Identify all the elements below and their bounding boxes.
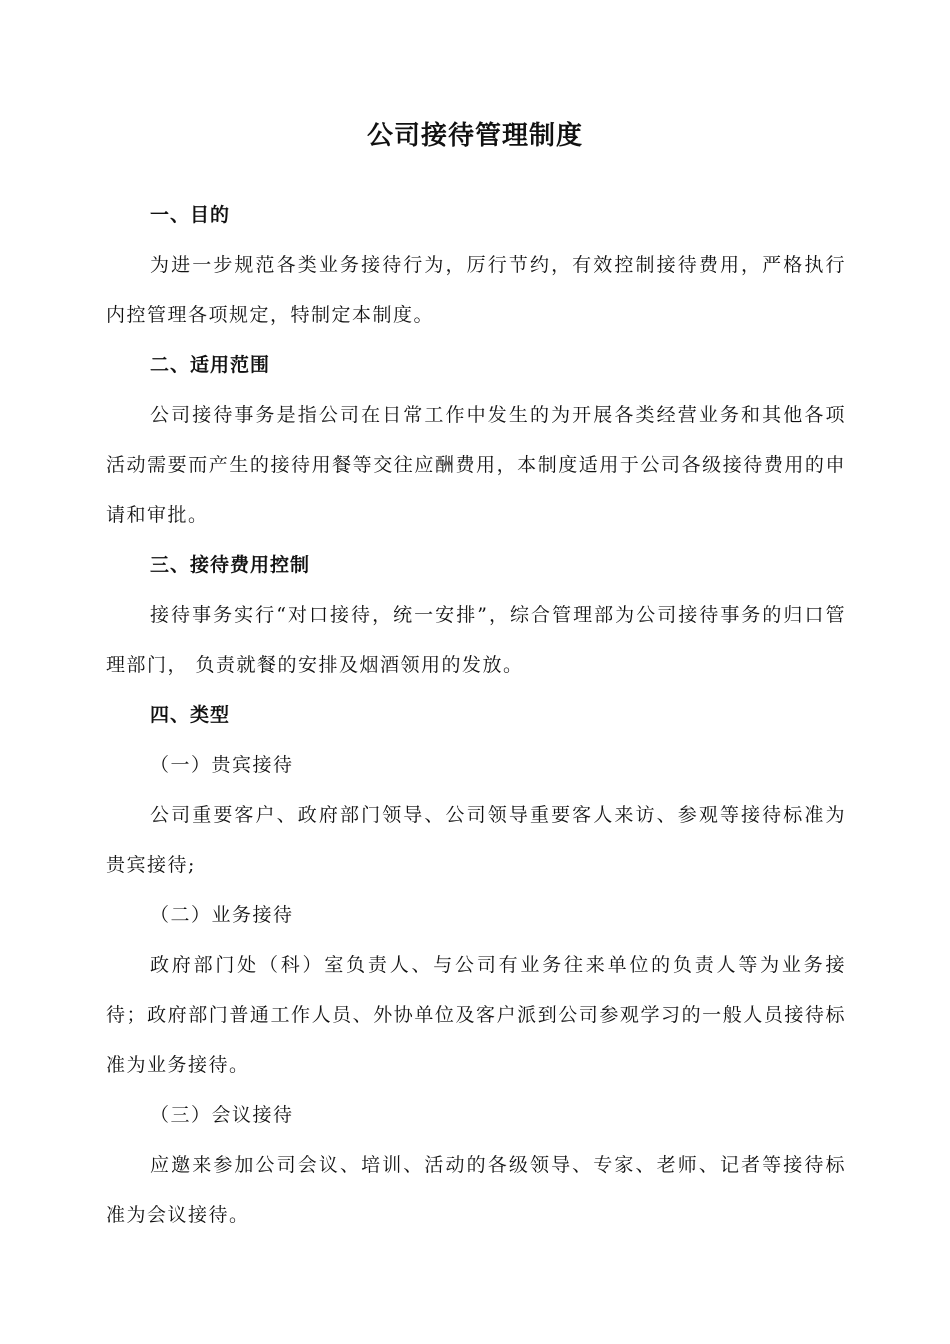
- type-label-meeting: （三）会议接待: [150, 1104, 294, 1126]
- section-paragraph: 公司接待事务是指公司在日常工作中发生的为开展各类经营业务和其他各项活动需要而产生的接待用餐等交往应酬费用，本制度适用于公司各级接待费用的申请和审批。: [106, 404, 846, 526]
- document-body: [106, 190, 846, 1240]
- type-paragraph-business: 政府部门处（科）室负责人、与公司有业务往来单位的负责人等为业务接待；政府部门普通工作人员、外协单位及客户派到公司参观学习的一般人员接待标准为业务接待。: [106, 954, 846, 1076]
- section-paragraph: 接待事务实行“对口接待，统一安排”，综合管理部为公司接待事务的归口管理部门， 负责就餐的安排及烟酒领用的发放。: [106, 604, 846, 676]
- section-purpose: [106, 190, 846, 340]
- section-paragraph: 为进一步规范各类业务接待行为，厉行节约，有效控制接待费用，严格执行内控管理各项规定，特制定本制度。: [106, 254, 846, 326]
- section-types: [106, 690, 846, 1240]
- document-title: 公司接待管理制度: [366, 121, 583, 151]
- section-heading: 三、接待费用控制: [150, 554, 311, 576]
- type-label-business: （二）业务接待: [150, 904, 294, 926]
- type-paragraph-vip: 公司重要客户、政府部门领导、公司领导重要客人来访、参观等接待标准为贵宾接待;: [106, 804, 846, 876]
- type-label-vip: （一）贵宾接待: [150, 754, 294, 776]
- type-paragraph-meeting: 应邀来参加公司会议、培训、活动的各级领导、专家、老师、记者等接待标准为会议接待。: [106, 1154, 846, 1226]
- section-scope: [106, 340, 846, 540]
- section-heading: 四、类型: [150, 704, 231, 726]
- section-cost-control: [106, 540, 846, 690]
- section-heading: 一、目的: [150, 204, 231, 226]
- section-heading: 二、适用范围: [150, 354, 271, 376]
